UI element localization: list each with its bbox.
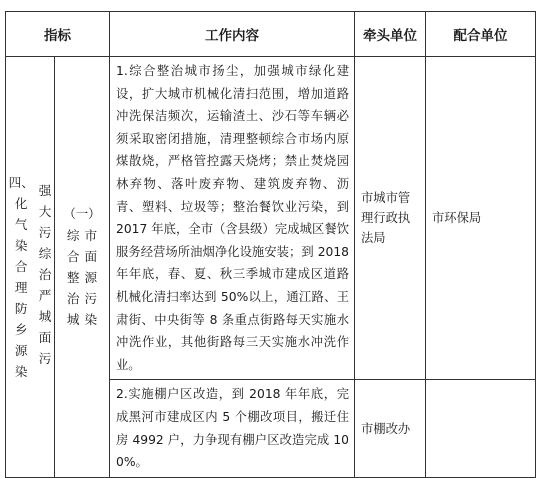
category-char: 理 <box>14 279 28 295</box>
sub-category-char: 污 <box>84 290 98 306</box>
sub-category-col-a <box>67 225 80 330</box>
category-char: 源 <box>14 342 28 358</box>
sub-category-char: 城 <box>66 311 80 327</box>
category-col-a <box>9 152 34 382</box>
header-indicator: 指标 <box>6 12 110 57</box>
coop-unit-1: 市环保局 <box>426 57 536 380</box>
category-char: 城 <box>38 308 52 324</box>
category-char: 面 <box>38 329 52 345</box>
category-char: 强 <box>38 182 52 198</box>
category-char: 严 <box>38 287 52 303</box>
sub-category-char: 染 <box>84 311 98 327</box>
category-char: 防 <box>14 300 28 316</box>
category-char: 四、 <box>8 174 34 190</box>
category-char: 综 <box>38 245 52 261</box>
category-char: 合 <box>14 258 28 274</box>
sub-category-title: （一） <box>63 206 101 221</box>
work-content-1: 1.综合整治城市扬尘，加强城市绿化建设，扩大城市机械化清扫范围，增加道路冲洗保洁频次，运输渣土、沙石等车辆必须采取密闭措施，清理整顿综合市场内原煤散烧，严格管控露天烧烤；禁止焚烧园林弃物、落叶废弃物、建筑废弃物、沥青、塑料、垃圾等；整治餐饮业污染，到 2017 年底，全市（含县级）完成城区餐饮服务经营场所油烟净化设施安装；到 2018 年年底，春、夏、秋三季城市建成区道路机械化清扫率达到 50%以上，通江路、王肃街、中央街等 8 条重点街路每天实施水冲洗作业，其他街路每三天实施水冲洗作业。 <box>110 57 355 380</box>
lead-unit-1: 市城市管理行政执法局 <box>355 57 426 380</box>
category-char: 治 <box>38 266 52 282</box>
sub-category-char: 治 <box>66 290 80 306</box>
table-row <box>6 57 536 380</box>
header-work-content: 工作内容 <box>110 12 355 57</box>
task-table <box>5 11 536 478</box>
sub-category-char: 面 <box>84 248 98 264</box>
category-char: 气 <box>14 216 28 232</box>
category-char: 污 <box>38 350 52 366</box>
category-cell <box>6 57 55 478</box>
header-row <box>6 12 536 57</box>
sub-category-char: 市 <box>84 227 98 243</box>
sub-category-char: 合 <box>66 248 80 264</box>
sub-category-col-b <box>85 225 98 330</box>
sub-category-cell <box>55 57 110 478</box>
category-char: 染 <box>14 237 28 253</box>
header-lead-unit: 牵头单位 <box>355 12 426 57</box>
category-char: 乡 <box>14 321 28 337</box>
lead-unit-2: 市棚改办 <box>355 380 426 477</box>
category-char: 染 <box>14 363 28 379</box>
category-char: 大 <box>38 203 52 219</box>
coop-unit-2 <box>426 380 536 477</box>
category-char: 化 <box>14 195 28 211</box>
category-char: 污 <box>38 224 52 240</box>
sub-category-char: 整 <box>66 269 80 285</box>
header-coop-unit: 配合单位 <box>426 12 536 57</box>
sub-category-char: 源 <box>84 269 98 285</box>
sub-category-char: 综 <box>66 227 80 243</box>
work-content-2: 2.实施棚户区改造，到 2018 年年底，完成黑河市建成区内 5 个棚改项目，搬迁住房 4992 户，力争现有棚户区改造完成 100%。 <box>110 380 355 477</box>
category-col-b <box>39 152 52 382</box>
